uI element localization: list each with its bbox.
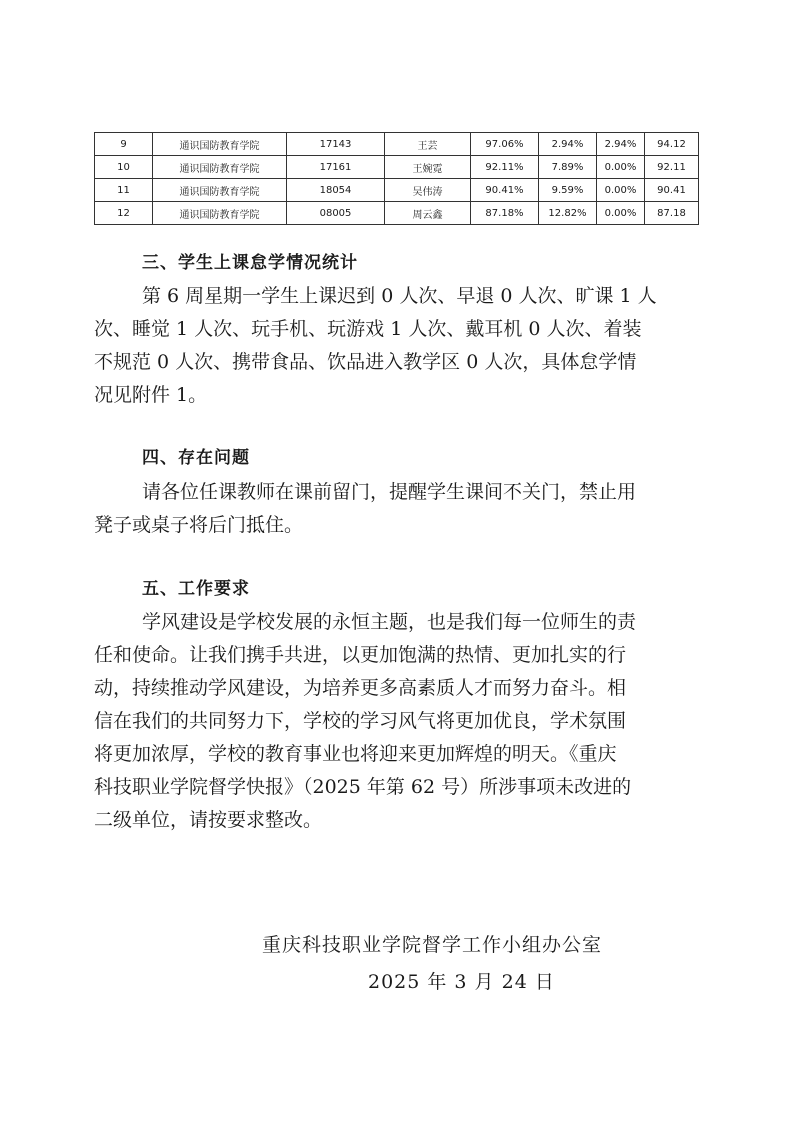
table-cell-teacher-id: 08005 bbox=[287, 202, 385, 225]
table-cell-rate: 92.11% bbox=[471, 156, 539, 179]
table-cell-rate: 97.06% bbox=[471, 133, 539, 156]
paragraph-line: 任和使命。让我们携手共进，以更加饱满的热情、更加扎实的行 bbox=[94, 644, 627, 666]
table-cell-college: 通识国防教育学院 bbox=[153, 156, 287, 179]
table-cell-index: 12 bbox=[95, 202, 153, 225]
table-cell-teacher-name: 周云鑫 bbox=[385, 202, 471, 225]
paragraph-line: 况见附件 1。 bbox=[94, 384, 208, 406]
table-cell-index: 11 bbox=[95, 179, 153, 202]
table-cell-rate: 2.94% bbox=[597, 133, 645, 156]
attendance-table-container bbox=[94, 132, 698, 225]
table-cell-college: 通识国防教育学院 bbox=[153, 179, 287, 202]
table-cell-teacher-id: 17143 bbox=[287, 133, 385, 156]
paragraph-line: 科技职业学院督学快报》（2025 年第 62 号）所涉事项未改进的 bbox=[94, 776, 632, 798]
table-row bbox=[95, 133, 699, 156]
paragraph-line: 请各位任课教师在课前留门，提醒学生课间不关门，禁止用 bbox=[142, 481, 637, 503]
paragraph-line: 第 6 周星期一学生上课迟到 0 人次、早退 0 人次、旷课 1 人 bbox=[142, 285, 657, 307]
table-cell-college: 通识国防教育学院 bbox=[153, 133, 287, 156]
paragraph-line: 二级单位，请按要求整改。 bbox=[94, 809, 323, 831]
table-cell-rate: 7.89% bbox=[539, 156, 597, 179]
table-cell-teacher-name: 王婉霓 bbox=[385, 156, 471, 179]
table-cell-rate: 0.00% bbox=[597, 202, 645, 225]
table-cell-teacher-id: 17161 bbox=[287, 156, 385, 179]
table-cell-teacher-name: 王芸 bbox=[385, 133, 471, 156]
table-cell-score: 90.41 bbox=[645, 179, 699, 202]
section-body-requirements bbox=[94, 606, 700, 837]
table-cell-score: 92.11 bbox=[645, 156, 699, 179]
table-row bbox=[95, 179, 699, 202]
attendance-table bbox=[94, 132, 699, 225]
table-cell-rate: 12.82% bbox=[539, 202, 597, 225]
signature-org: 重庆科技职业学院督学工作小组办公室 bbox=[262, 934, 603, 956]
table-cell-rate: 0.00% bbox=[597, 179, 645, 202]
table-cell-index: 10 bbox=[95, 156, 153, 179]
section-body-lateness-stats bbox=[94, 280, 700, 412]
table-row bbox=[95, 202, 699, 225]
paragraph-line: 次、睡觉 1 人次、玩手机、玩游戏 1 人次、戴耳机 0 人次、着装 bbox=[94, 318, 642, 340]
paragraph-line: 学风建设是学校发展的永恒主题，也是我们每一位师生的责 bbox=[142, 611, 637, 633]
section-heading-lateness-stats: 三、学生上课怠学情况统计 bbox=[142, 253, 358, 273]
table-cell-rate: 2.94% bbox=[539, 133, 597, 156]
signature-date: 2025 年 3 月 24 日 bbox=[368, 971, 555, 993]
table-cell-rate: 9.59% bbox=[539, 179, 597, 202]
table-cell-rate: 90.41% bbox=[471, 179, 539, 202]
table-cell-rate: 87.18% bbox=[471, 202, 539, 225]
table-cell-rate: 0.00% bbox=[597, 156, 645, 179]
paragraph-line: 动，持续推动学风建设，为培养更多高素质人才而努力奋斗。相 bbox=[94, 677, 627, 699]
table-cell-score: 94.12 bbox=[645, 133, 699, 156]
table-row bbox=[95, 156, 699, 179]
section-body-issues bbox=[94, 476, 700, 542]
table-cell-teacher-id: 18054 bbox=[287, 179, 385, 202]
table-cell-index: 9 bbox=[95, 133, 153, 156]
paragraph-line: 将更加浓厚，学校的教育事业也将迎来更加辉煌的明天。《重庆 bbox=[94, 743, 617, 765]
table-cell-college: 通识国防教育学院 bbox=[153, 202, 287, 225]
paragraph-line: 凳子或桌子将后门抵住。 bbox=[94, 514, 304, 536]
table-cell-teacher-name: 吴伟涛 bbox=[385, 179, 471, 202]
paragraph-line: 信在我们的共同努力下，学校的学习风气将更加优良，学术氛围 bbox=[94, 710, 627, 732]
section-heading-requirements: 五、工作要求 bbox=[142, 579, 250, 599]
section-heading-issues: 四、存在问题 bbox=[142, 448, 250, 468]
paragraph-line: 不规范 0 人次、携带食品、饮品进入教学区 0 人次，具体怠学情 bbox=[94, 351, 637, 373]
table-cell-score: 87.18 bbox=[645, 202, 699, 225]
